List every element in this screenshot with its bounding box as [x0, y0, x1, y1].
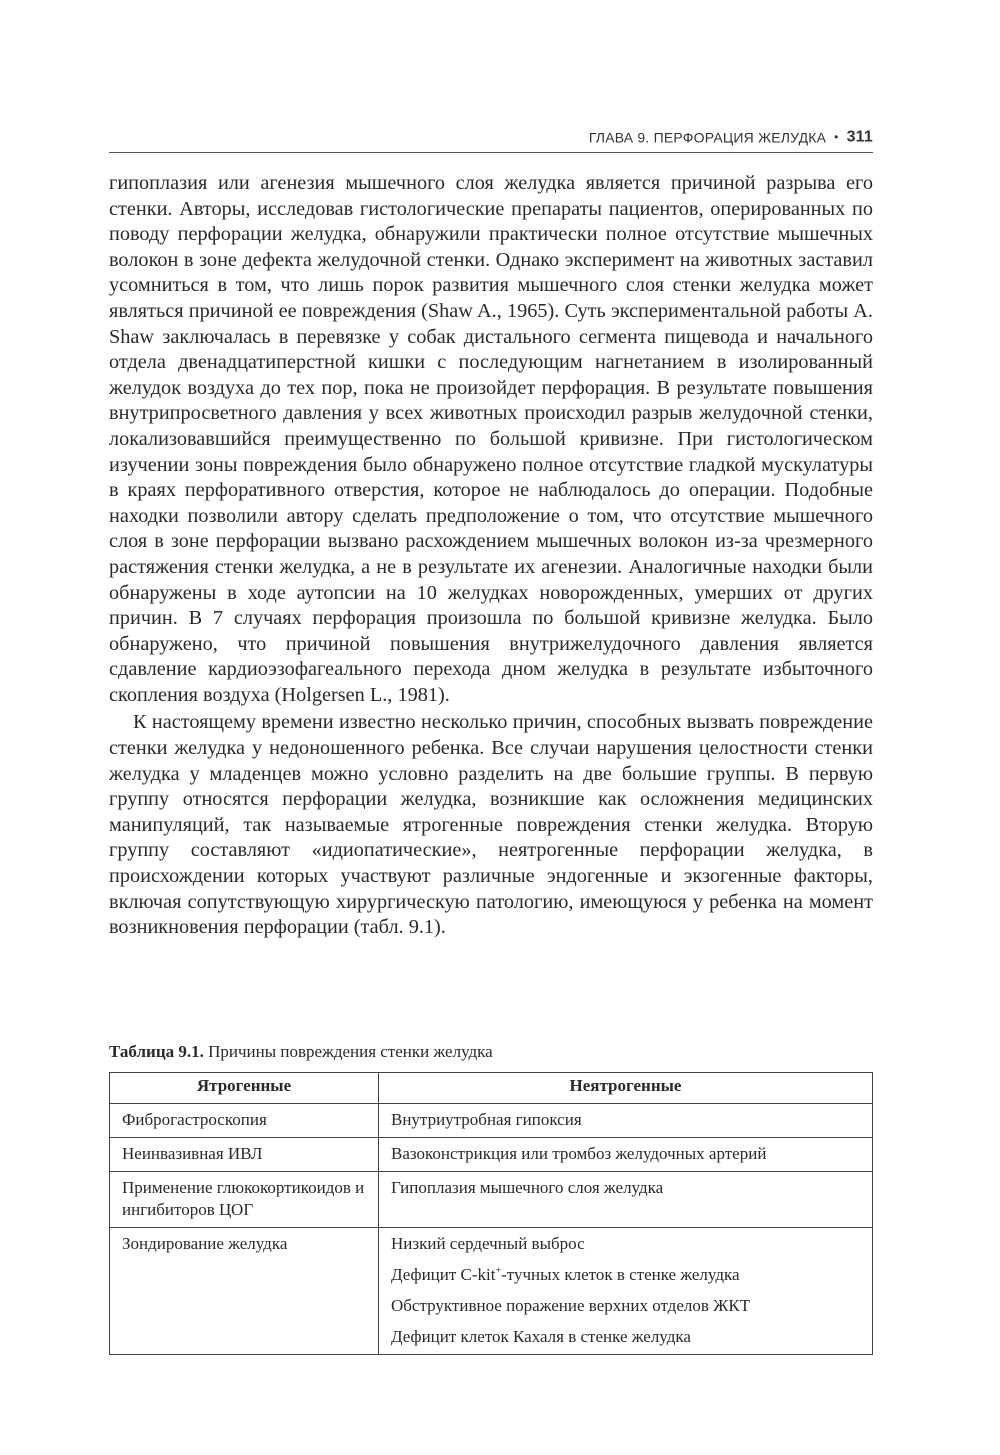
table-cell: Вазоконстрикция или тромбоз желудочных артерий — [379, 1138, 873, 1172]
table-row — [110, 1172, 873, 1228]
table-row — [110, 1228, 873, 1355]
causes-table — [109, 1072, 873, 1355]
column-header-iatrogenic: Ятрогенные — [110, 1073, 379, 1104]
ckit-text-after: -тучных клеток в стенке желудка — [501, 1265, 740, 1284]
column-header-non-iatrogenic: Неятрогенные — [379, 1073, 873, 1104]
table-row — [110, 1104, 873, 1138]
table-cell: Фиброгастроскопия — [110, 1104, 379, 1138]
cell-line: Обструктивное поражение верхних отделов ЖКТ — [391, 1296, 751, 1315]
table-row — [110, 1138, 873, 1172]
ckit-superscript: + — [495, 1265, 502, 1277]
table-cell: Неинвазивная ИВЛ — [110, 1138, 379, 1172]
paragraph: К настоящему времени известно несколько причин, способных вызвать повреждение стенки желудка у недоношенного ребенка. Все случаи нарушения целостности стенки желудка у младенцев можно условно разделить на две большие группы. В первую группу относятся перфорации желудка, возникшие как осложнения медицинских манипуляций, так называемые ятрогенные повреждения стенки желудка. Вторую группу составляют «идиопатические», неятрогенные перфорации желудка, в происхождении которых участвуют различные эндогенные и экзогенные факторы, включая сопутствующую хирургическую патологию, имеющуюся у ребенка на момент возникновения перфорации (табл. 9.1). — [109, 711, 873, 939]
paragraph: гипоплазия или агенезия мышечного слоя желудка является причиной разрыва его стенки. Авторы, исследовав гистологические препараты пациентов, оперированных по поводу перфорации желудка, обнаружили практически полное отсутствие мышечных волокон в зоне дефекта желудочной стенки. Однако эксперимент на животных заставил усомниться в том, что лишь порок развития мышечного слоя стенки желудка может являться причиной ее повреждения (Shaw A., 1965). Суть экспериментальной работы A. Shaw заключалась в перевязке у собак дистального сегмента пищевода и начального отдела двенадцатиперстной кишки с последующим нагнетанием в изолированный желудок воздуха до тех пор, пока не произойдет перфорация. В результате повышения внутрипросветного давления у всех животных происходил разрыв желудочной стенки, локализовавшийся преимущественно по большой кривизне. При гистологическом изучении зоны повреждения было обнаружено полное отсутствие гладкой мускулатуры в краях перфоративного отверстия, которое не наблюдалось до операции. Подобные находки позволили автору сделать предположение о том, что отсутствие мышечного слоя в зоне перфорации вызвано расхождением мышечных волокон из-за чрезмерного растяжения стенки желудка, а не в результате их агенезии. Аналогичные находки были обнаружены в ходе аутопсии на 10 желудках новорожденных, умерших от других причин. В 7 случаях перфорация произошла по большой кривизне желудка. Было обнаружено, что причиной повышения внутрижелудочного давления является сдавление кардиоэзофагеального перехода дном желудка в результате избыточного скопления воздуха (Holgersen L., 1981). — [109, 172, 873, 706]
table-cell: Внутриутробная гипоксия — [379, 1104, 873, 1138]
cell-line: Низкий сердечный выброс — [391, 1234, 585, 1253]
table-cell: Применение глюкокортикоидов и ингибиторов ЦОГ — [110, 1172, 379, 1228]
table-header-row — [110, 1073, 873, 1104]
table-cell: Зондирование желудка — [110, 1228, 379, 1355]
table-cell: Гипоплазия мышечного слоя желудка — [379, 1172, 873, 1228]
ckit-text-before: Дефицит C-kit — [391, 1265, 496, 1284]
table-cell-stack — [379, 1228, 873, 1355]
bullet-separator: • — [834, 130, 839, 145]
page-number: 311 — [846, 128, 873, 146]
table-caption — [109, 1041, 873, 1063]
running-title: ГЛАВА 9. ПЕРФОРАЦИЯ ЖЕЛУДКА — [588, 129, 827, 146]
cell-line-ckit — [391, 1264, 860, 1286]
table-caption-label: Таблица 9.1. — [109, 1042, 204, 1061]
table-caption-text: Причины повреждения стенки желудка — [208, 1042, 493, 1061]
body-text — [109, 171, 873, 941]
running-header — [109, 128, 873, 153]
cell-line: Дефицит клеток Кахаля в стенке желудка — [391, 1327, 691, 1346]
